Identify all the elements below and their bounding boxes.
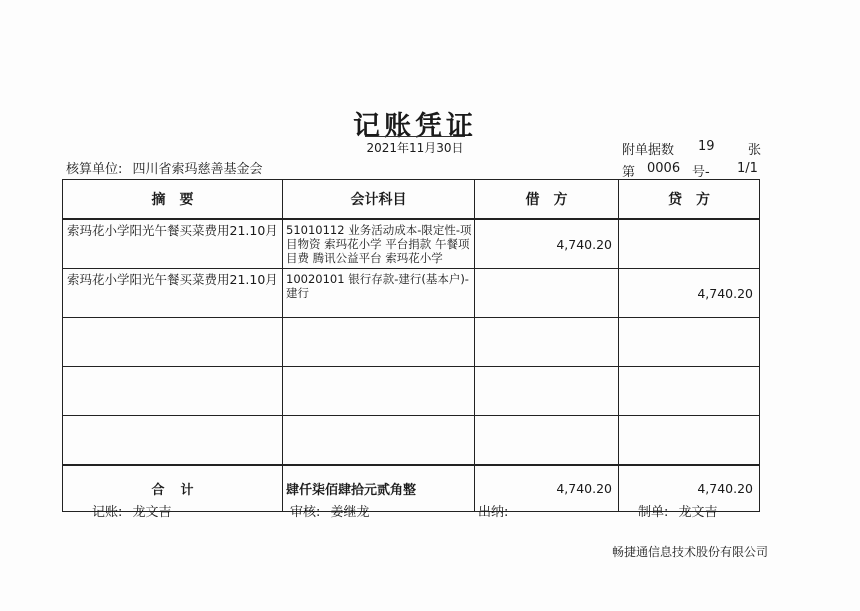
row-credit [619,219,760,269]
bookkeeper-name: 龙文吉 [132,505,172,520]
row-subject [283,318,475,367]
total-label-2: 计 [180,483,194,498]
row-summary: 索玛花小学阳光午餐买菜费用21.10月 [63,219,283,269]
row-subject: 10020101 银行存款-建行(基本户)-建行 [283,269,475,318]
attachments-unit: 张 [748,143,762,158]
row-debit: 4,740.20 [475,219,619,269]
total-debit: 4,740.20 [475,465,619,512]
title-underline [365,136,465,137]
page-number: 1/1 [737,161,758,176]
row-credit [619,318,760,367]
table-row [63,416,760,466]
header-credit: 贷 方 [619,180,760,220]
row-debit [475,367,619,416]
maker-label: 制单: [638,505,669,520]
row-summary [63,367,283,416]
table-row [63,269,760,318]
total-amount-words: 肆仟柒佰肆拾元贰角整 [283,465,475,512]
reviewer-name: 姜继龙 [330,505,370,520]
unit-label: 核算单位: [66,162,123,177]
reviewer-label: 审核: [290,505,321,520]
signers-row [0,501,860,521]
bookkeeper-label: 记账: [92,505,123,520]
row-subject [283,416,475,466]
unit-name: 四川省索玛慈善基金会 [132,162,263,177]
voucher-date: 2021年11月30日 [366,141,464,155]
total-label-1: 合 [151,483,165,498]
maker-name: 龙文吉 [678,505,718,520]
total-credit: 4,740.20 [619,465,760,512]
header-subject: 会计科目 [283,180,475,220]
row-summary: 索玛花小学阳光午餐买菜费用21.10月 [63,269,283,318]
maker-signature [638,501,718,520]
reviewer-signature [290,501,370,520]
bookkeeper-signature [92,501,172,520]
table-row [63,318,760,367]
number-suffix: 号- [692,165,710,180]
cashier-signature [478,501,514,520]
row-summary [63,318,283,367]
table-row [63,219,760,269]
cashier-label: 出纳: [478,505,509,520]
row-debit [475,318,619,367]
row-credit [619,367,760,416]
voucher-table [62,179,760,512]
voucher-number: 0006 [647,161,681,176]
attachments-label: 附单据数 [622,143,675,158]
row-debit [475,269,619,318]
voucher-number-line [622,161,762,179]
attachments-count: 19 [698,139,715,154]
number-prefix: 第 [622,165,636,180]
row-credit: 4,740.20 [619,269,760,318]
table-header-row [63,180,760,220]
row-summary [63,416,283,466]
table-row [63,367,760,416]
attachments-info [622,139,762,157]
row-credit [619,416,760,466]
row-subject: 51010112 业务活动成本-限定性-项目物资 索玛花小学 平台捐款 午餐项目费 腾讯公益平台 索玛花小学 [283,219,475,269]
voucher-title: 记账凭证 [353,111,477,142]
row-subject [283,367,475,416]
row-debit [475,416,619,466]
header-summary: 摘 要 [63,180,283,220]
accounting-unit [66,158,263,177]
software-company: 畅捷通信息技术股份有限公司 [612,545,769,559]
header-debit: 借 方 [475,180,619,220]
